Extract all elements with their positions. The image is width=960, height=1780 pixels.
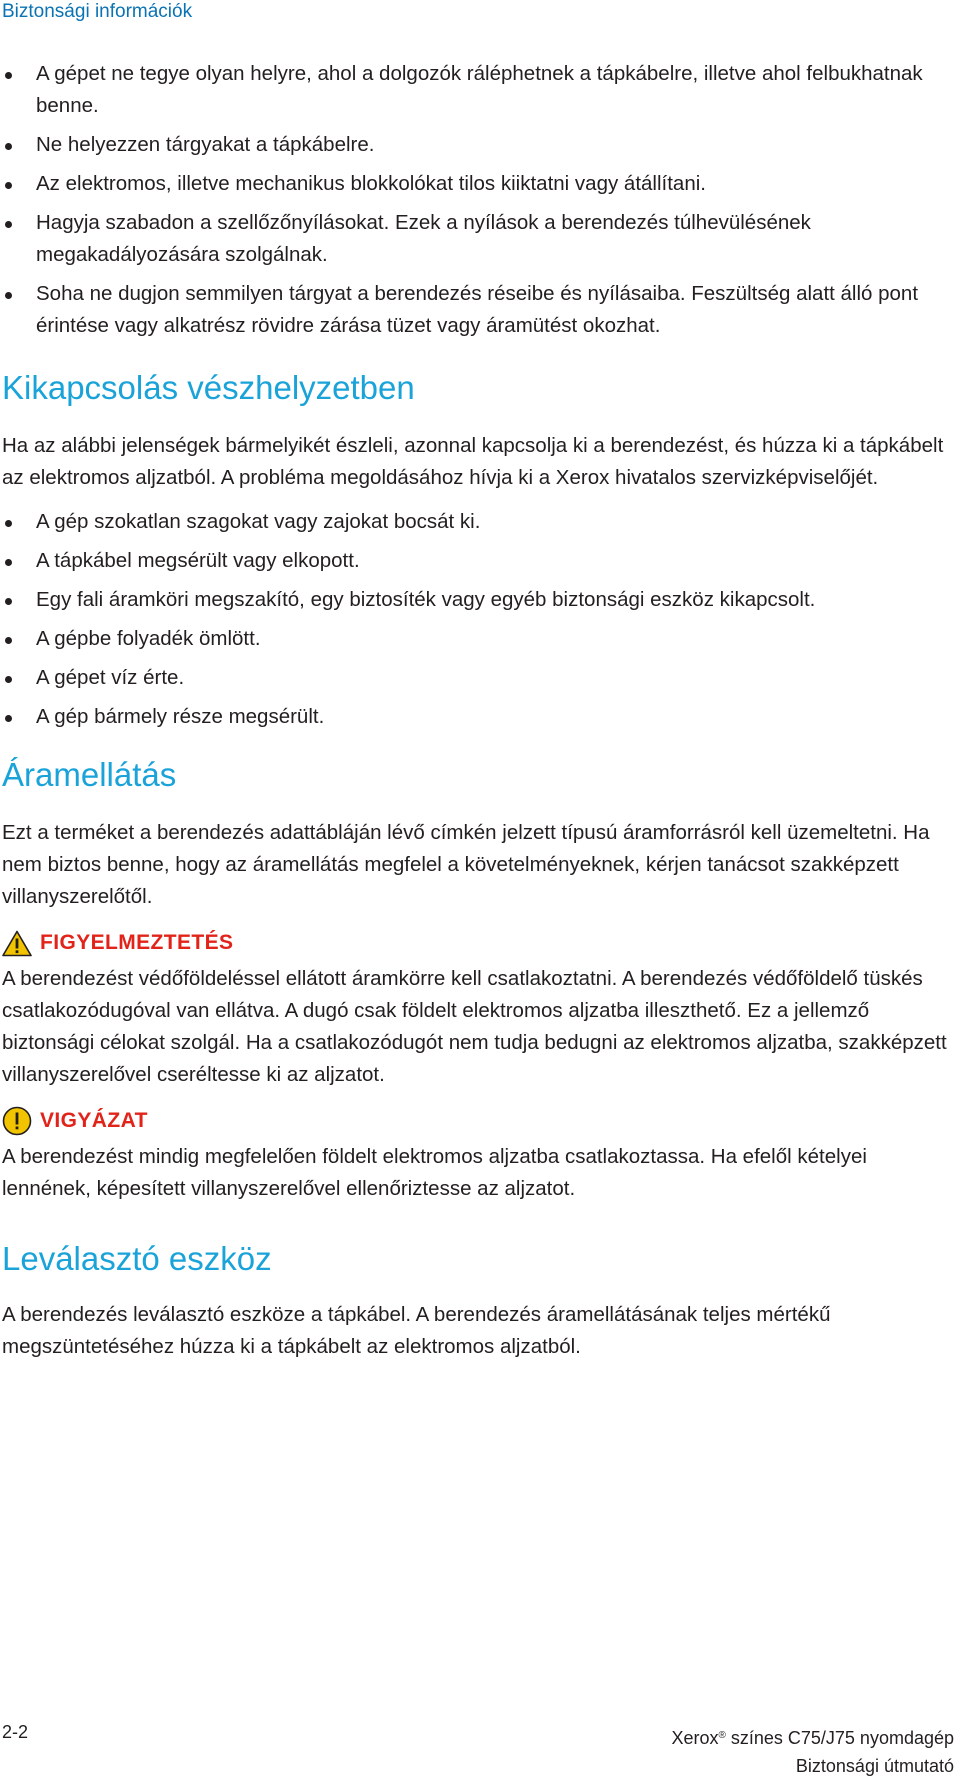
page-number: 2-2 <box>2 1722 29 1742</box>
list-item: Egy fali áramköri megszakító, egy biztosíték vagy egyéb biztonsági eszköz kikapcsolt. <box>2 584 954 616</box>
bullet-icon <box>5 221 12 228</box>
warning-header <box>2 927 954 959</box>
footer-product-line <box>671 1722 954 1752</box>
bullet-icon <box>5 598 12 605</box>
trademark-symbol: ® <box>718 1730 726 1741</box>
section-heading-disconnect: Leválasztó eszköz <box>2 1240 272 1277</box>
bullet-icon <box>5 676 12 683</box>
bullet-icon <box>5 715 12 722</box>
emergency-intro: Ha az alábbi jelenségek bármelyikét észleli, azonnal kapcsolja ki a berendezést, és húzza ki a tápkábelt az elektromos aljzatból. A probléma megoldásához hívja ki a Xerox hivatalos szervizképviselőjét. <box>2 434 944 489</box>
exclamation-circle-icon <box>2 1106 32 1136</box>
list-item: Ne helyezzen tárgyakat a tápkábelre. <box>2 129 954 161</box>
bullet-icon <box>5 292 12 299</box>
footer-guide-title: Biztonsági útmutató <box>795 1756 954 1776</box>
bullet-icon <box>5 637 12 644</box>
bullet-icon <box>5 72 12 79</box>
bullet-icon <box>5 143 12 150</box>
emergency-bullet-list <box>2 506 954 733</box>
footer-product-info <box>671 1722 954 1780</box>
list-item: A gép bármely része megsérült. <box>2 701 954 733</box>
brand-name: Xerox <box>671 1728 719 1748</box>
section-heading-emergency: Kikapcsolás vészhelyzetben <box>2 369 415 406</box>
power-intro: Ezt a terméket a berendezés adattábláján lévő címkén jelzett típusú áramforrásról kell üzemeltetni. Ha nem biztos benne, hogy az áramellátás megfelel a követelményeknek, kérjen tanácsot szakképzett villanyszerelőtől. <box>2 821 930 908</box>
warning-triangle-icon <box>2 930 32 957</box>
list-item: A gép szokatlan szagokat vagy zajokat bocsát ki. <box>2 506 954 538</box>
caution-title: VIGYÁZAT <box>40 1109 148 1132</box>
bullet-icon <box>5 182 12 189</box>
warning-title: FIGYELMEZTETÉS <box>40 931 234 954</box>
list-item: A tápkábel megsérült vagy elkopott. <box>2 545 954 577</box>
running-header: Biztonsági információk <box>2 1 193 22</box>
bullet-icon <box>5 520 12 527</box>
list-item: A gépet víz érte. <box>2 662 954 694</box>
disconnect-text: A berendezés leválasztó eszköze a tápkábel. A berendezés áramellátásának teljes mértékű megszüntetéséhez húzza ki a tápkábelt az elektromos aljzatból. <box>2 1303 831 1358</box>
bullet-icon <box>5 559 12 566</box>
list-item: Hagyja szabadon a szellőzőnyílásokat. Ezek a nyílások a berendezés túlhevülésének megakadályozására szolgálnak. <box>2 207 954 271</box>
list-item: Az elektromos, illetve mechanikus blokkolókat tilos kiiktatni vagy átállítani. <box>2 168 954 200</box>
page-content <box>2 58 954 1363</box>
list-item: Soha ne dugjon semmilyen tárgyat a berendezés réseibe és nyílásaiba. Feszültség alatt álló pont érintése vagy alkatrész rövidre zárása tüzet vagy áramütést okozhat. <box>2 278 954 342</box>
product-name: színes C75/J75 nyomdagép <box>725 1728 954 1748</box>
caution-header <box>2 1105 954 1137</box>
list-item: A gépbe folyadék ömlött. <box>2 623 954 655</box>
intro-bullet-list <box>2 58 954 342</box>
section-heading-power: Áramellátás <box>2 756 177 793</box>
warning-text: A berendezést védőföldeléssel ellátott áramkörre kell csatlakoztatni. A berendezés védőföldelő tüskés csatlakozódugóval van ellátva. A dugó csak földelt elektromos aljzatba illeszthető. Ez a jellemző biztonsági célokat szolgál. Ha a csatlakozódugót nem tudja bedugni az elektromos aljzatba, szakképzett villanyszerelővel cseréltesse ki az aljzatot. <box>2 967 947 1086</box>
list-item: A gépet ne tegye olyan helyre, ahol a dolgozók ráléphetnek a tápkábelre, illetve ahol felbukhatnak benne. <box>2 58 954 122</box>
caution-text: A berendezést mindig megfelelően földelt elektromos aljzatba csatlakoztassa. Ha efelől kételyei lennének, képesített villanyszerelővel ellenőriztesse az aljzatot. <box>2 1145 867 1200</box>
